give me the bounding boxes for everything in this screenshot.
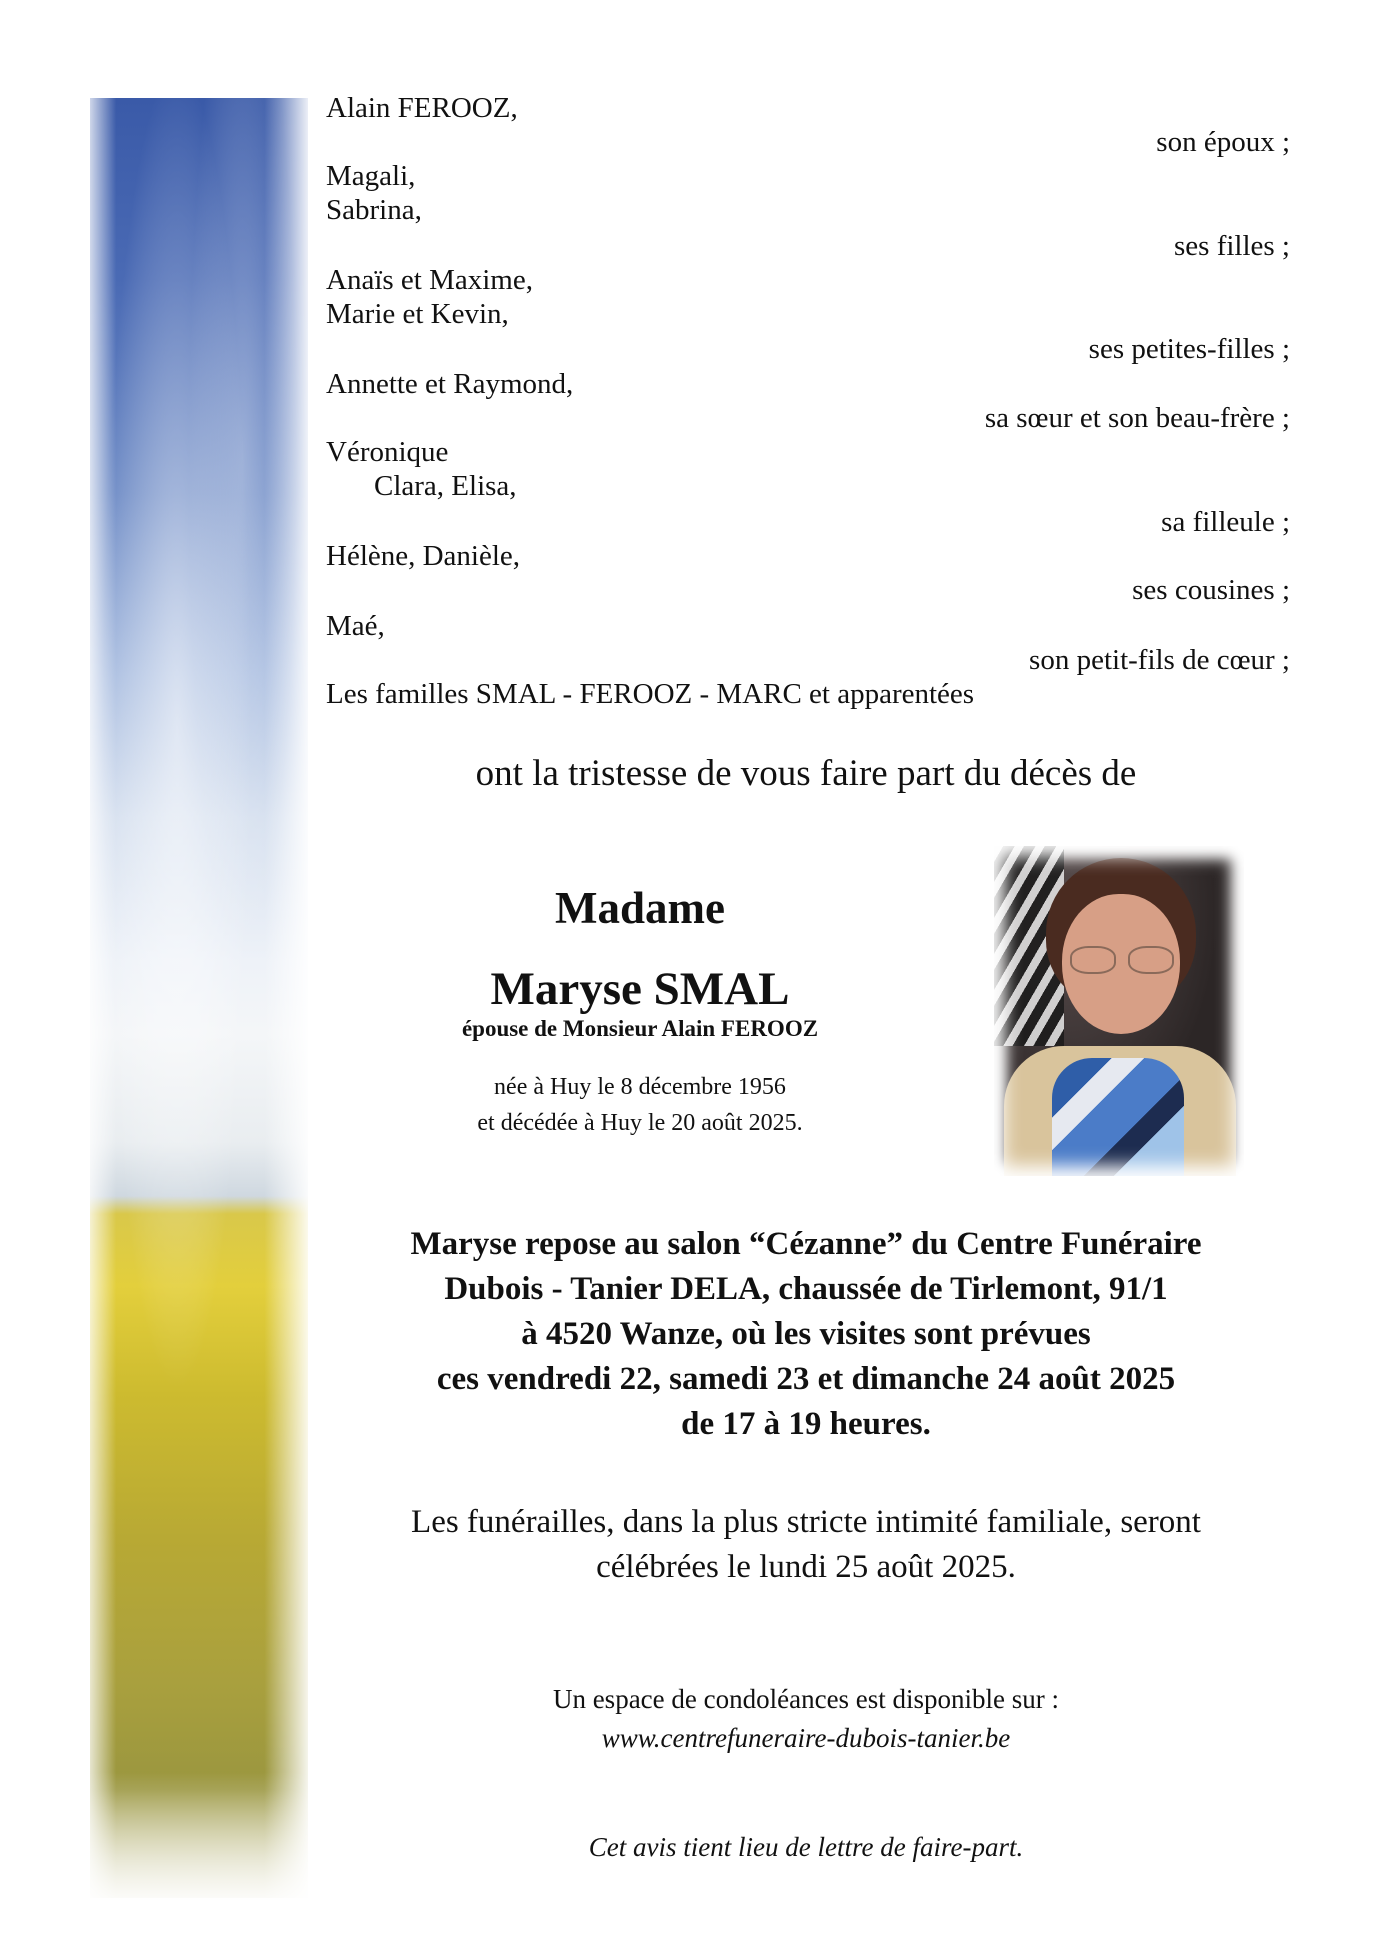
family-goddaughter-children: Clara, Elisa, [374,470,517,502]
condolences-block [326,1680,1286,1758]
decorative-sky-field-strip [90,98,308,1898]
deceased-name: Maryse SMAL [490,963,790,1015]
deceased-portrait-photo [994,846,1244,1176]
deceased-death: et décédée à Huy le 20 août 2025. [477,1110,803,1136]
funeral-line: célébrées le lundi 25 août 2025. [596,1549,1016,1585]
condolences-text: Un espace de condoléances est disponible sur : [552,1684,1060,1714]
family-heart-grandson: Maé, [326,610,385,642]
family-heart-grandson-role: son petit-fils de cœur ; [1029,644,1290,676]
visitation-line: de 17 à 19 heures. [681,1406,931,1442]
visitation-notice [326,1222,1286,1447]
family-granddaughters-role: ses petites-filles ; [1088,333,1290,365]
visitation-line: Dubois - Tanier DELA, chaussée de Tirlemont, 91/1 [444,1271,1168,1307]
family-husband: Alain FEROOZ, [326,92,518,124]
family-sister-role: sa sœur et son beau-frère ; [984,402,1290,434]
family-daughter: Magali, [326,160,416,192]
funeral-line: Les funérailles, dans la plus stricte intimité familiale, seront [411,1504,1201,1540]
family-sister: Annette et Raymond, [326,368,574,400]
family-daughter: Sabrina, [326,194,422,226]
closing-note: Cet avis tient lieu de lettre de faire-part. [588,1832,1024,1862]
funeral-notice [326,1500,1286,1590]
family-goddaughter-role: sa filleule ; [1161,506,1290,538]
visitation-line: Maryse repose au salon “Cézanne” du Centre Funéraire [410,1226,1202,1262]
family-granddaughter: Anaïs et Maxime, [326,264,533,296]
family-extended: Les familles SMAL - FEROOZ - MARC et apparentées [326,678,975,710]
condolences-url: www.centrefuneraire-dubois-tanier.be [601,1723,1011,1753]
family-cousins: Hélène, Danièle, [326,540,521,572]
deceased-spouse: épouse de Monsieur Alain FEROOZ [461,1016,819,1041]
family-granddaughter: Marie et Kevin, [326,298,509,330]
deceased-title: Madame [555,883,725,933]
family-husband-role: son époux ; [1156,126,1290,158]
deceased-birth: née à Huy le 8 décembre 1956 [494,1074,786,1100]
visitation-line: à 4520 Wanze, où les visites sont prévues [521,1316,1091,1352]
family-goddaughter: Véronique [326,436,449,468]
announcement-intro: ont la tristesse de vous faire part du décès de [475,753,1137,794]
photo-vignette [994,846,1244,1176]
family-cousins-role: ses cousines ; [1132,574,1290,606]
visitation-line: ces vendredi 22, samedi 23 et dimanche 24 août 2025 [436,1361,1176,1397]
family-daughters-role: ses filles ; [1174,230,1290,262]
